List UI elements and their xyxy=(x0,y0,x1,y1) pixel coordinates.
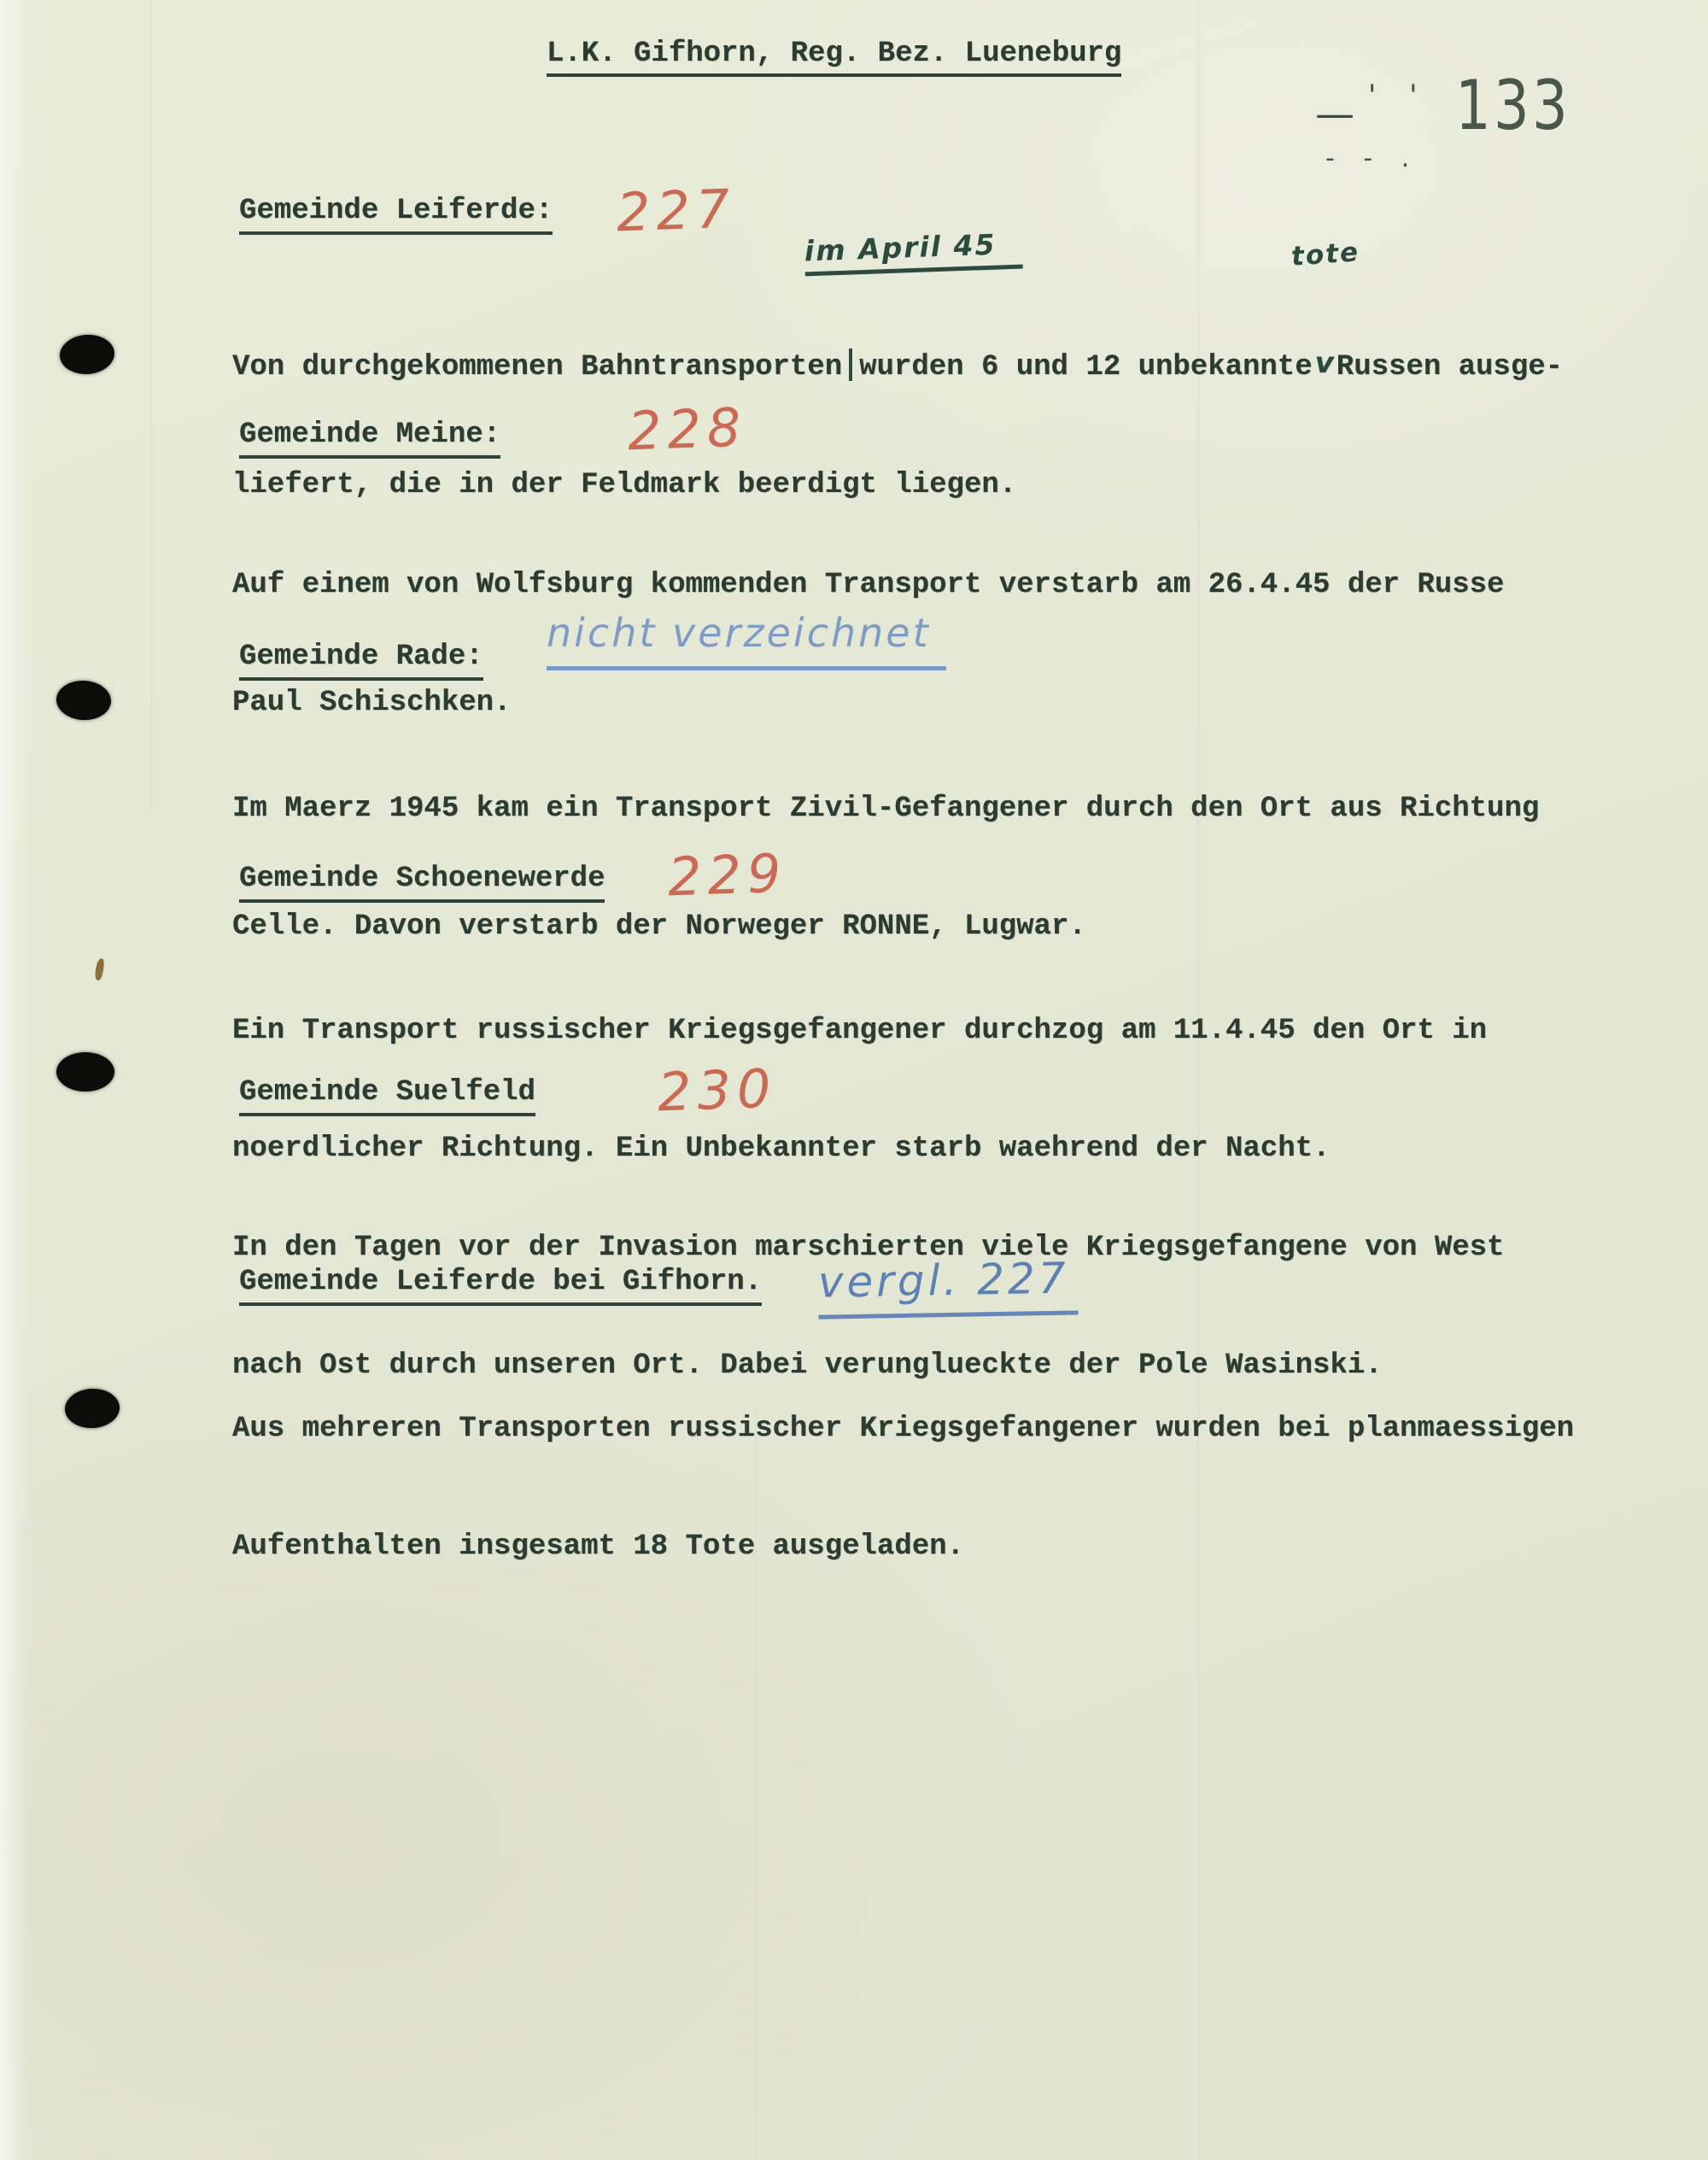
document-header: L.K. Gifhorn, Reg. Bez. Lueneburg xyxy=(547,38,1121,77)
punch-hole xyxy=(56,1052,114,1092)
section-heading-schoenewerde: Gemeinde Schoenewerde xyxy=(239,863,605,903)
pen-dot-marks: - - . xyxy=(1325,143,1420,173)
handwritten-ref-number: 227 xyxy=(615,177,737,244)
text-segment: Von durchgekommenen Bahntransporten xyxy=(232,351,843,383)
pen-tick-marks: ' ' xyxy=(1368,79,1430,113)
text-line: In den Tagen vor der Invasion marschierten viele Kriegsgefangene von West xyxy=(232,1232,1505,1264)
text-line: Im Maerz 1945 kam ein Transport Zivil-Gefangener durch den Ort aus Richtung xyxy=(232,793,1540,825)
text-line: liefert, die in der Feldmark beerdigt liegen. xyxy=(232,469,1017,501)
text-line: Aus mehreren Transporten russischer Kriegsgefangener wurden bei planmaessigen xyxy=(232,1413,1575,1445)
section-heading-rade: Gemeinde Rade: xyxy=(239,641,483,681)
section-heading-leiferde: Gemeinde Leiferde: xyxy=(239,195,553,235)
handwritten-ref-number: 230 xyxy=(656,1057,778,1124)
text-line xyxy=(232,345,1563,387)
section-heading-meine: Gemeinde Meine: xyxy=(239,419,500,459)
punch-hole xyxy=(64,1387,120,1429)
pen-dash-mark: — xyxy=(1315,91,1354,137)
text-line: Aufenthalten insgesamt 18 Tote ausgeladen. xyxy=(232,1531,964,1563)
text-line: noerdlicher Richtung. Ein Unbekannter starb waehrend der Nacht. xyxy=(232,1133,1331,1165)
handwritten-note-vergl-227: vergl. 227 xyxy=(817,1253,1078,1319)
text-line: Auf einem von Wolfsburg kommenden Transport verstarb am 26.4.45 der Russe xyxy=(232,569,1505,601)
handwritten-ref-number: 228 xyxy=(626,395,748,463)
handwritten-ref-number: 229 xyxy=(666,841,788,909)
handwritten-insertion-april: im April 45 xyxy=(804,227,1022,277)
handwritten-insertion-tote: tote xyxy=(1290,237,1361,272)
caret-mark: v xyxy=(1314,346,1334,380)
scan-edge xyxy=(0,0,29,2160)
text-segment: Russen ausge- xyxy=(1336,351,1564,383)
punch-hole xyxy=(58,333,115,376)
text-line: Paul Schischken. xyxy=(232,687,512,719)
punch-hole xyxy=(56,679,112,721)
handwritten-note-nicht-verzeichnet: nicht verzeichnet xyxy=(547,610,946,670)
text-line: Celle. Davon verstarb der Norweger RONNE, Lugwar. xyxy=(232,910,1086,943)
section-heading-leiferde-gifhorn: Gemeinde Leiferde bei Gifhorn. xyxy=(239,1266,762,1306)
section-heading-suelfeld: Gemeinde Suelfeld xyxy=(239,1076,535,1116)
text-line: nach Ost durch unseren Ort. Dabei verunglueckte der Pole Wasinski. xyxy=(232,1349,1383,1382)
text-segment: wurden 6 und 12 unbekannte xyxy=(859,351,1313,383)
insertion-caret-mark xyxy=(849,348,852,381)
text-line: Ein Transport russischer Kriegsgefangener durchzog am 11.4.45 den Ort in xyxy=(232,1015,1488,1047)
paper-crease xyxy=(150,0,152,811)
ink-speck xyxy=(94,958,105,981)
paragraph-leiferde-gifhorn xyxy=(232,1331,1574,1645)
page-number-stamp: 133 xyxy=(1455,66,1571,145)
